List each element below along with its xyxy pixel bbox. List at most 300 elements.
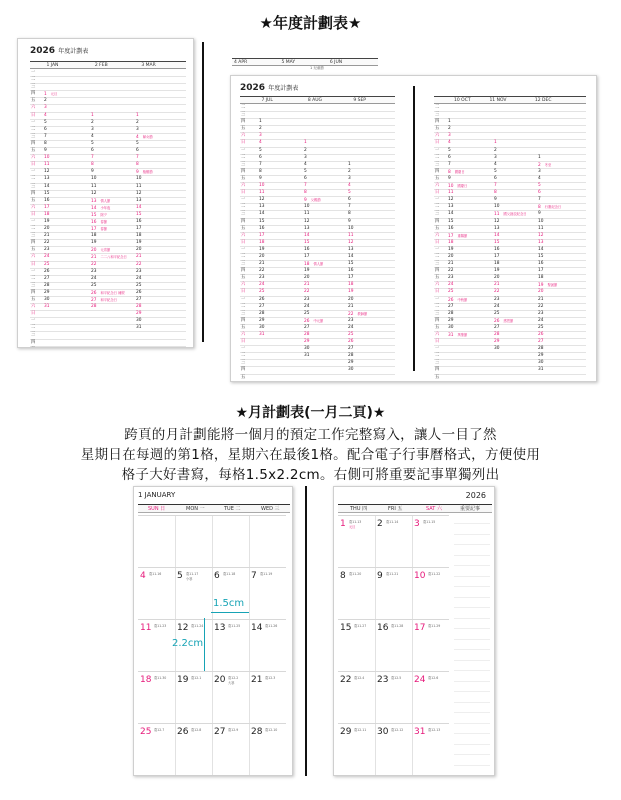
date-cell[interactable] [494,289,499,295]
date-cell[interactable] [494,325,499,331]
date-cell[interactable] [494,169,497,175]
date-cell[interactable] [304,183,307,189]
date-cell[interactable] [538,367,543,373]
memo-line[interactable] [454,691,490,692]
day-cell[interactable] [338,515,375,567]
date-cell[interactable] [494,162,497,168]
date-cell[interactable] [348,268,353,274]
date-cell[interactable] [448,126,451,132]
date-cell[interactable] [44,262,49,268]
day-cell[interactable] [212,671,249,723]
date-cell[interactable] [494,204,499,210]
date-cell[interactable] [348,226,353,232]
date-cell[interactable] [91,297,117,304]
date-cell[interactable] [494,318,513,325]
date-cell[interactable] [348,169,351,175]
memo-line[interactable] [454,702,490,703]
date-cell[interactable] [44,269,49,275]
date-cell[interactable] [304,211,309,217]
date-cell[interactable] [304,332,309,338]
date-cell[interactable] [91,176,96,182]
date-cell[interactable] [538,247,543,253]
date-cell[interactable] [348,353,353,359]
memo-line[interactable] [454,733,490,734]
date-cell[interactable] [91,113,94,119]
date-cell[interactable] [259,289,264,295]
date-cell[interactable] [304,304,309,310]
date-cell[interactable] [304,325,309,331]
date-cell[interactable] [348,275,353,281]
date-cell[interactable] [259,140,262,146]
day-cell[interactable] [138,619,175,671]
date-cell[interactable] [348,282,353,288]
date-cell[interactable] [348,211,351,217]
date-cell[interactable] [44,134,47,140]
date-cell[interactable] [448,155,451,161]
date-cell[interactable] [538,226,543,232]
date-cell[interactable] [538,297,543,303]
date-cell[interactable] [304,148,307,154]
date-cell[interactable] [44,155,49,161]
date-cell[interactable] [44,148,47,154]
date-cell[interactable] [448,233,467,240]
date-cell[interactable] [304,204,309,210]
day-cell[interactable] [375,619,412,671]
day-cell[interactable] [375,723,412,775]
date-cell[interactable] [448,197,453,203]
date-cell[interactable] [259,247,264,253]
date-cell[interactable] [448,219,453,225]
date-cell[interactable] [348,325,353,331]
memo-line[interactable] [454,607,490,608]
date-cell[interactable] [348,360,353,366]
date-cell[interactable] [538,304,543,310]
day-cell[interactable] [212,723,249,775]
date-cell[interactable] [44,176,49,182]
date-cell[interactable] [91,120,94,126]
date-cell[interactable] [136,155,139,161]
date-cell[interactable] [259,240,264,246]
date-cell[interactable] [44,162,49,168]
day-cell[interactable] [412,723,449,775]
date-cell[interactable] [348,339,353,345]
date-cell[interactable] [538,353,543,359]
date-cell[interactable] [448,162,451,168]
date-cell[interactable] [304,155,307,161]
date-cell[interactable] [91,276,96,282]
date-cell[interactable] [136,219,141,225]
date-cell[interactable] [44,127,47,133]
date-cell[interactable] [91,169,94,175]
date-cell[interactable] [259,155,262,161]
date-cell[interactable] [44,169,49,175]
date-cell[interactable] [44,304,49,310]
date-cell[interactable] [494,148,497,154]
date-cell[interactable] [494,190,497,196]
date-cell[interactable] [136,113,139,119]
memo-line[interactable] [454,544,490,545]
date-cell[interactable] [91,198,110,205]
date-cell[interactable] [538,197,541,203]
date-cell[interactable] [448,247,453,253]
memo-line[interactable] [454,670,490,671]
date-cell[interactable] [348,162,351,168]
date-cell[interactable] [538,211,541,217]
date-cell[interactable] [494,219,499,225]
date-cell[interactable] [44,191,49,197]
date-cell[interactable] [304,346,309,352]
date-cell[interactable] [448,169,465,176]
day-cell[interactable] [175,723,212,775]
date-cell[interactable] [448,268,453,274]
memo-line[interactable] [454,723,490,724]
date-cell[interactable] [259,183,264,189]
date-cell[interactable] [259,282,264,288]
date-cell[interactable] [91,262,96,268]
date-cell[interactable] [136,262,141,268]
date-cell[interactable] [448,275,453,281]
date-cell[interactable] [494,261,499,267]
day-cell[interactable] [375,671,412,723]
date-cell[interactable] [348,183,351,189]
date-cell[interactable] [494,332,499,338]
date-cell[interactable] [348,297,353,303]
date-cell[interactable] [91,247,110,254]
date-cell[interactable] [448,133,451,139]
day-cell[interactable] [212,619,249,671]
memo-line[interactable] [454,586,490,587]
date-cell[interactable] [304,318,323,325]
date-cell[interactable] [448,261,453,267]
date-cell[interactable] [448,148,451,154]
date-cell[interactable] [304,162,307,168]
date-cell[interactable] [91,283,96,289]
date-cell[interactable] [348,176,351,182]
date-cell[interactable] [259,297,264,303]
date-cell[interactable] [136,212,141,218]
date-cell[interactable] [259,304,264,310]
date-cell[interactable] [538,325,543,331]
day-cell[interactable] [249,619,286,671]
date-cell[interactable] [259,148,262,154]
date-cell[interactable] [136,134,153,141]
date-cell[interactable] [348,367,353,373]
date-cell[interactable] [44,113,47,119]
date-cell[interactable] [44,141,47,147]
date-cell[interactable] [259,133,262,139]
date-cell[interactable] [348,219,351,225]
date-cell[interactable] [494,155,497,161]
date-cell[interactable] [304,176,307,182]
date-cell[interactable] [448,190,453,196]
memo-line[interactable] [454,660,490,661]
date-cell[interactable] [448,311,453,317]
day-cell[interactable] [338,619,375,671]
date-cell[interactable] [44,297,49,303]
date-cell[interactable] [348,190,351,196]
date-cell[interactable] [348,311,367,318]
date-cell[interactable] [304,226,309,232]
date-cell[interactable] [538,332,543,338]
date-cell[interactable] [91,226,107,233]
date-cell[interactable] [304,261,323,268]
date-cell[interactable] [448,325,453,331]
date-cell[interactable] [44,219,49,225]
date-cell[interactable] [448,289,453,295]
date-cell[interactable] [91,205,110,212]
date-cell[interactable] [448,183,467,190]
memo-line[interactable] [454,618,490,619]
date-cell[interactable] [494,240,499,246]
date-cell[interactable] [136,311,141,317]
date-cell[interactable] [259,204,264,210]
date-cell[interactable] [91,162,94,168]
date-cell[interactable] [136,276,141,282]
date-cell[interactable] [494,268,499,274]
date-cell[interactable] [348,304,353,310]
date-cell[interactable] [448,282,453,288]
memo-line[interactable] [454,681,490,682]
date-cell[interactable] [91,233,96,239]
date-cell[interactable] [136,120,139,126]
date-cell[interactable] [494,233,499,239]
date-cell[interactable] [136,141,139,147]
date-cell[interactable] [348,197,351,203]
date-cell[interactable] [91,212,107,219]
date-cell[interactable] [259,261,264,267]
day-cell[interactable] [412,619,449,671]
date-cell[interactable] [494,346,499,352]
date-cell[interactable] [136,198,141,204]
date-cell[interactable] [538,169,541,175]
date-cell[interactable] [44,233,49,239]
day-cell[interactable] [249,515,286,567]
date-cell[interactable] [44,254,49,260]
date-cell[interactable] [448,254,453,260]
date-cell[interactable] [448,140,451,146]
date-cell[interactable] [304,240,309,246]
date-cell[interactable] [494,311,499,317]
date-cell[interactable] [348,240,353,246]
date-cell[interactable] [44,198,49,204]
memo-line[interactable] [454,597,490,598]
date-cell[interactable] [259,119,262,125]
date-cell[interactable] [259,275,264,281]
date-cell[interactable] [259,233,264,239]
memo-line[interactable] [454,628,490,629]
date-cell[interactable] [304,190,307,196]
date-cell[interactable] [304,233,309,239]
date-cell[interactable] [44,212,49,218]
date-cell[interactable] [538,318,543,324]
day-cell[interactable] [375,515,412,567]
date-cell[interactable] [259,325,264,331]
date-cell[interactable] [136,290,141,296]
date-cell[interactable] [348,289,353,295]
date-cell[interactable] [136,325,141,331]
date-cell[interactable] [448,297,467,304]
date-cell[interactable] [538,261,543,267]
date-cell[interactable] [304,297,309,303]
memo-line[interactable] [454,744,490,745]
date-cell[interactable] [494,211,527,218]
date-cell[interactable] [44,247,49,253]
date-cell[interactable] [304,140,307,146]
date-cell[interactable] [348,204,351,210]
date-cell[interactable] [136,191,141,197]
date-cell[interactable] [494,275,499,281]
date-cell[interactable] [259,197,264,203]
date-cell[interactable] [259,169,262,175]
date-cell[interactable] [304,275,309,281]
date-cell[interactable] [91,240,96,246]
date-cell[interactable] [136,247,141,253]
date-cell[interactable] [348,261,353,267]
date-cell[interactable] [538,204,561,211]
date-cell[interactable] [538,289,543,295]
memo-line[interactable] [454,765,490,766]
date-cell[interactable] [91,148,94,154]
date-cell[interactable] [538,162,551,169]
date-cell[interactable] [259,311,264,317]
day-cell[interactable] [138,515,175,567]
memo-line[interactable] [454,649,490,650]
date-cell[interactable] [136,240,141,246]
date-cell[interactable] [304,353,309,359]
date-cell[interactable] [538,240,543,246]
date-cell[interactable] [91,184,96,190]
day-cell[interactable] [375,567,412,619]
date-cell[interactable] [304,254,309,260]
date-cell[interactable] [538,219,543,225]
date-cell[interactable] [348,318,353,324]
date-cell[interactable] [304,311,309,317]
date-cell[interactable] [259,219,264,225]
date-cell[interactable] [44,205,49,211]
date-cell[interactable] [538,360,543,366]
day-cell[interactable] [412,671,449,723]
day-cell[interactable] [138,671,175,723]
day-cell[interactable] [175,671,212,723]
date-cell[interactable] [44,184,49,190]
memo-line[interactable] [454,576,490,577]
date-cell[interactable] [259,190,264,196]
day-cell[interactable] [249,723,286,775]
date-cell[interactable] [44,226,49,232]
date-cell[interactable] [538,339,543,345]
day-cell[interactable] [412,515,449,567]
date-cell[interactable] [448,304,453,310]
date-cell[interactable] [136,254,141,260]
day-cell[interactable] [175,567,212,619]
date-cell[interactable] [91,269,96,275]
date-cell[interactable] [448,226,453,232]
day-cell[interactable] [249,671,286,723]
memo-line[interactable] [454,712,490,713]
day-cell[interactable] [338,567,375,619]
memo-line[interactable] [454,555,490,556]
date-cell[interactable] [259,162,262,168]
date-cell[interactable] [259,126,262,132]
day-cell[interactable] [175,515,212,567]
date-cell[interactable] [91,290,125,297]
date-cell[interactable] [304,247,309,253]
date-cell[interactable] [91,134,94,140]
date-cell[interactable] [259,318,264,324]
day-cell[interactable] [338,671,375,723]
date-cell[interactable] [494,197,497,203]
memo-line[interactable] [454,523,490,524]
date-cell[interactable] [448,318,453,324]
date-cell[interactable] [304,268,309,274]
date-cell[interactable] [494,282,499,288]
date-cell[interactable] [44,290,49,296]
date-cell[interactable] [44,98,47,104]
date-cell[interactable] [304,169,307,175]
date-cell[interactable] [136,226,141,232]
date-cell[interactable] [304,339,309,345]
date-cell[interactable] [136,318,141,324]
date-cell[interactable] [259,268,264,274]
date-cell[interactable] [448,211,453,217]
date-cell[interactable] [494,226,499,232]
date-cell[interactable] [44,240,49,246]
memo-line[interactable] [454,534,490,535]
date-cell[interactable] [448,119,451,125]
date-cell[interactable] [494,140,497,146]
date-cell[interactable] [259,254,264,260]
date-cell[interactable] [494,183,497,189]
date-cell[interactable] [91,304,96,310]
memo-line[interactable] [454,754,490,755]
date-cell[interactable] [348,247,353,253]
day-cell[interactable] [412,567,449,619]
date-cell[interactable] [259,226,264,232]
date-cell[interactable] [348,346,353,352]
date-cell[interactable] [304,289,309,295]
date-cell[interactable] [91,254,127,261]
date-cell[interactable] [136,233,141,239]
date-cell[interactable] [538,176,541,182]
date-cell[interactable] [304,282,309,288]
date-cell[interactable] [538,346,543,352]
date-cell[interactable] [494,304,499,310]
date-cell[interactable] [538,254,543,260]
date-cell[interactable] [136,148,139,154]
date-cell[interactable] [348,254,353,260]
date-cell[interactable] [448,176,451,182]
date-cell[interactable] [259,176,262,182]
day-cell[interactable] [338,723,375,775]
date-cell[interactable] [538,155,541,161]
memo-line[interactable] [454,639,490,640]
date-cell[interactable] [44,120,47,126]
date-cell[interactable] [91,141,94,147]
date-cell[interactable] [259,332,264,338]
date-cell[interactable] [448,332,467,339]
date-cell[interactable] [538,183,541,189]
date-cell[interactable] [136,269,141,275]
date-cell[interactable] [136,283,141,289]
date-cell[interactable] [91,191,96,197]
date-cell[interactable] [304,219,309,225]
date-cell[interactable] [91,127,94,133]
memo-line[interactable] [454,565,490,566]
date-cell[interactable] [136,184,141,190]
date-cell[interactable] [44,276,49,282]
day-cell[interactable] [138,723,175,775]
day-cell[interactable] [212,515,249,567]
